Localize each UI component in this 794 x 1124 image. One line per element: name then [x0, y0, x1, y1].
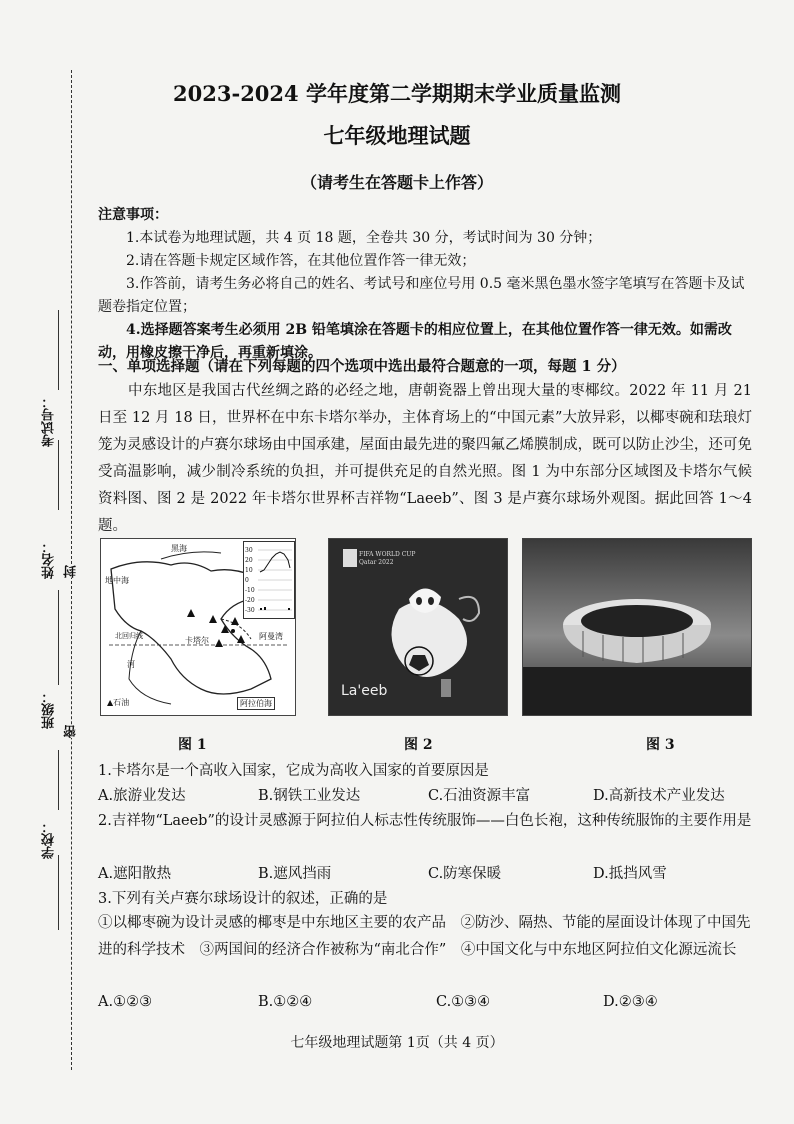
figure-3-caption: 图 3	[646, 737, 675, 753]
map-label-med: 地中海	[105, 576, 129, 585]
notice-item-4: 4.选择题答案考生必须用 2B 铅笔填涂在答题卡的相应位置上，在其他位置作答一律无效。如需改动，用橡皮擦干净后，再重新填涂。	[98, 322, 732, 361]
q2-option-b: B.遮风挡雨	[258, 866, 332, 882]
q1-option-c: C.石油资源丰富	[428, 788, 531, 804]
question-1-stem: 1.卡塔尔是一个高收入国家，它成为高收入国家的首要原因是	[98, 763, 489, 779]
map-label-qatar: 卡塔尔	[185, 636, 209, 645]
mascot-name: La'eeb	[341, 683, 388, 699]
figure-1-map	[100, 538, 296, 716]
figure-2-mascot	[328, 538, 508, 716]
map-label-arabian-sea: 阿拉伯海	[237, 697, 275, 710]
q2-option-c: C.防寒保暖	[428, 866, 502, 882]
class-label: 班级：	[42, 690, 57, 729]
page-footer: 七年级地理试题第 1页（共 4 页）	[290, 1035, 504, 1051]
q3-option-b: B.①②④	[258, 994, 313, 1010]
answer-note: （请考生在答题卡上作答）	[300, 173, 493, 192]
question-3-statements: ①以椰枣碗为设计灵感的椰枣是中东地区主要的农产品 ②防沙、隔热、节能的屋面设计体现了中国先进的科学技术 ③两国间的经济合作被称为“南北合作” ④中国文化与中东地区阿拉伯文化源远流长	[98, 915, 751, 958]
figure-1-caption: 图 1	[178, 737, 207, 753]
class-blank-2	[58, 750, 59, 810]
q3-option-c: C.①③④	[436, 994, 491, 1010]
exam-no-label: 考试号：	[42, 395, 57, 447]
exam-title: 2023-2024 学年度第二学期期末学业质量监测	[173, 81, 621, 106]
section-heading: 一、单项选择题（请在下列每题的四个选项中选出最符合题意的一项，每题 1 分）	[98, 358, 626, 375]
map-label-gulf: 阿曼湾	[259, 632, 283, 641]
figure-2-caption: 图 2	[404, 737, 433, 753]
exam-subtitle: 七年级地理试题	[323, 123, 471, 148]
map-label-black-sea: 黑海	[171, 544, 187, 553]
seal-mark-feng: 封	[64, 565, 79, 578]
question-3-stem: 3.下列有关卢赛尔球场设计的叙述，正确的是	[98, 891, 388, 907]
q1-option-b: B.钢铁工业发达	[258, 788, 361, 804]
question-3-options	[98, 994, 752, 1010]
map-legend-oil: ▲石油	[107, 698, 130, 707]
map-label-tropic: 北回归线	[115, 632, 143, 640]
notice-item-2: 2.请在答题卡规定区域作答，在其他位置作答一律无效；	[126, 253, 476, 269]
reading-passage: 中东地区是我国古代丝绸之路的必经之地，唐朝瓷器上曾出现大量的枣椰纹。2022 年 11 月 21 日至 12 月 18 日，世界杯在中东卡塔尔举办，主体育场上的“中国元素”大放异彩，以椰枣碗和珐琅灯笼为灵感设计的卢赛尔球场由中国承建，屋面由最先进的聚四氟乙烯膜制成，既可以防止沙尘，还可免受高温影响，减少制冷系统的负担，并可提供充足的自然光照。图 1 为中东部分区域图及卡塔尔气候资料图、图 2 是 2022 年卡塔尔世界杯吉祥物“Laeeb”、图 3 是卢赛尔球场外观图。据此回答 1～4 题。	[98, 383, 752, 534]
class-blank	[58, 630, 59, 685]
q1-option-a: A.旅游业发达	[98, 788, 186, 804]
q3-option-a: A.①②③	[98, 994, 153, 1010]
map-label-river: 河	[127, 660, 135, 669]
school-blank	[58, 855, 59, 930]
climate-chart-inset	[243, 541, 295, 619]
q2-option-a: A.遮阳散热	[98, 866, 172, 882]
notice-heading: 注意事项：	[98, 207, 168, 223]
figure-3-stadium	[522, 538, 752, 716]
exam-no-blank	[58, 310, 59, 390]
seal-mark-mi: 密	[64, 725, 79, 738]
climate-axis-labels: 30 20 10 0 -10 -20 -30	[245, 547, 255, 614]
question-1-options	[98, 784, 752, 805]
question-2-stem: 2.吉祥物“Laeeb”的设计灵感源于阿拉伯人标志性传统服饰——白色长袍，这种传统服饰的主要作用是	[98, 813, 752, 829]
q1-option-d: D.高新技术产业发达	[593, 788, 725, 804]
q3-option-d: D.②③④	[603, 994, 658, 1010]
notice-item-1: 1.本试卷为地理试题，共 4 页 18 题，全卷共 30 分，考试时间为 30 分钟；	[126, 230, 602, 246]
school-label: 学校：	[42, 820, 57, 859]
q2-option-d: D.抵挡风雪	[593, 866, 667, 882]
question-2-options	[98, 862, 752, 883]
exam-no-blank-2	[58, 440, 59, 510]
stadium-photo	[523, 539, 751, 715]
notice-item-3: 3.作答前，请考生务必将自己的姓名、考试号和座位号用 0.5 毫米黑色墨水签字笔填写在答题卡及试题卷指定位置；	[98, 276, 745, 315]
mascot-logo-text: FIFA WORLD CUP Qatar 2022	[359, 551, 416, 566]
name-label: 姓名：	[42, 540, 57, 579]
